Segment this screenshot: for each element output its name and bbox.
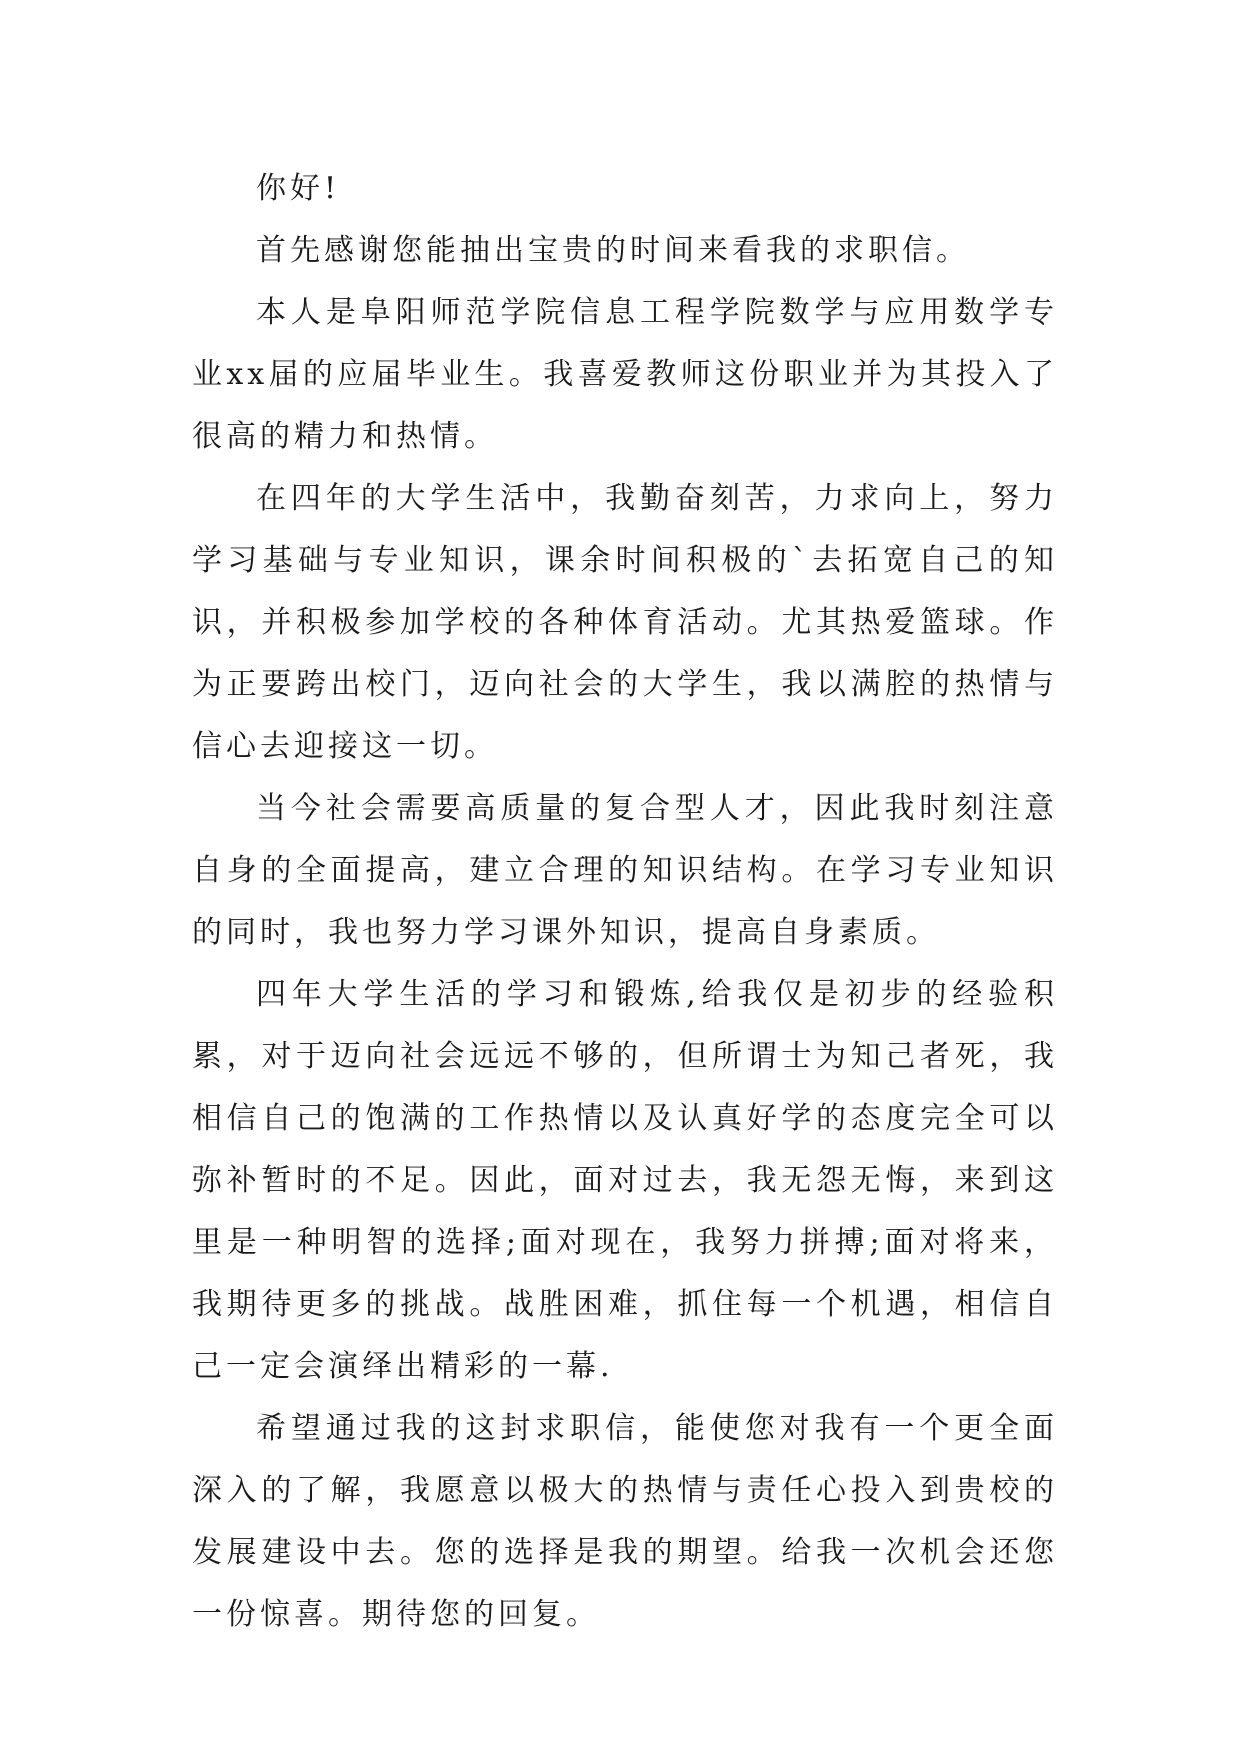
- letter-paragraph-6: 希望通过我的这封求职信，能使您对我有一个更全面深入的了解，我愿意以极大的热情与责任心投入到贵校的发展建设中去。您的选择是我的期望。给我一次机会还您一份惊喜。期待您的回复。: [192, 1411, 1058, 1632]
- letter-paragraph-3: 在四年的大学生活中，我勤奋刻苦，力求向上，努力学习基础与专业知识，课余时间积极的`去拓宽自己的知识，并积极参加学校的各种体育活动。尤其热爱篮球。作为正要跨出校门，迈向社会的大学生，我以满腔的热情与信心去迎接这一切。: [192, 481, 1058, 764]
- letter-body: [192, 158, 1058, 1646]
- letter-paragraph-1: 首先感谢您能抽出宝贵的时间来看我的求职信。: [256, 233, 970, 268]
- letter-paragraph-4: 当今社会需要高质量的复合型人才，因此我时刻注意自身的全面提高，建立合理的知识结构。在学习专业知识的同时，我也努力学习课外知识，提高自身素质。: [192, 791, 1058, 950]
- letter-greeting: 你好!: [256, 171, 341, 206]
- letter-paragraph-2: 本人是阜阳师范学院信息工程学院数学与应用数学专业xx届的应届毕业生。我喜爱教师这份职业并为其投入了很高的精力和热情。: [192, 295, 1058, 454]
- letter-paragraph-5: 四年大学生活的学习和锻炼,给我仅是初步的经验积累，对于迈向社会远远不够的，但所谓士为知己者死，我相信自己的饱满的工作热情以及认真好学的态度完全可以弥补暂时的不足。因此，面对过去，我无怨无悔，来到这里是一种明智的选择;面对现在，我努力拼搏;面对将来，我期待更多的挑战。战胜困难，抓住每一个机遇，相信自己一定会演绎出精彩的一幕.: [192, 977, 1058, 1384]
